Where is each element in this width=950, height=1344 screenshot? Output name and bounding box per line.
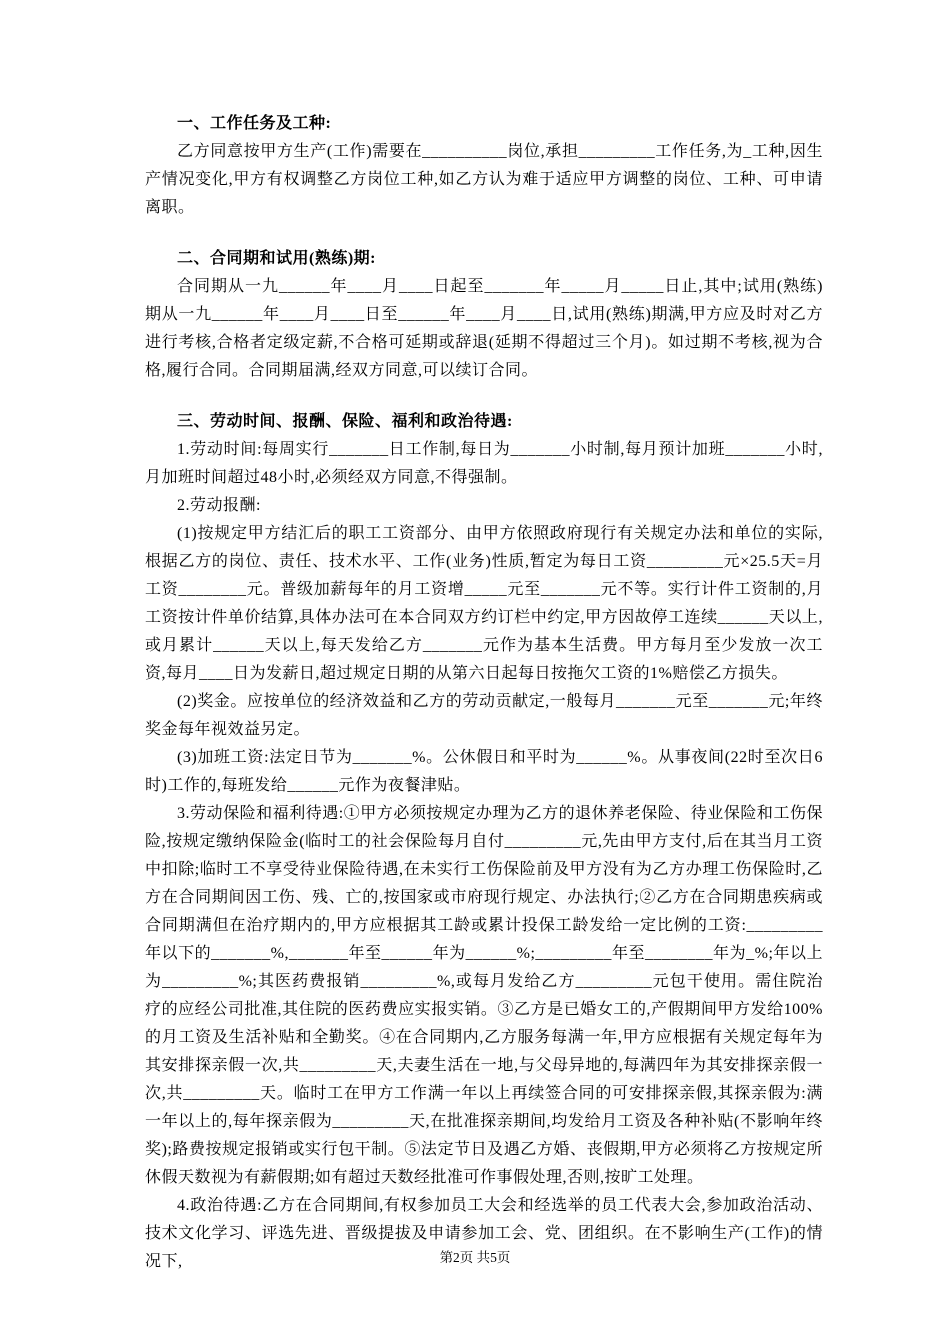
section-3-heading: 三、劳动时间、报酬、保险、福利和政治待遇:	[177, 413, 513, 430]
section-3-paragraph-political-treatment: 4.政治待遇:乙方在合同期间,有权参加员工大会和经选举的员工代表大会,参加政治活动、技术文化学习、评选先进、晋级提拔及申请参加工会、党、团组织。在不影响生产(工作)的情况下,	[145, 1197, 823, 1270]
section-2-paragraph: 合同期从一九______年____月____日起至_______年_____月_____日止,其中;试用(熟练)期从一九______年____月____日至______年____月____日,试用(熟练)期满,甲方应及时对乙方进行考核,合格者定级定薪,不合格可延期或辞退(延期不得超过三个月)。如过期不考核,视为合格,履行合同。合同期届满,经双方同意,可以续订合同。	[145, 278, 823, 379]
section-1-paragraph: 乙方同意按甲方生产(工作)需要在__________岗位,承担_________工作任务,为_工种,因生产情况变化,甲方有权调整乙方岗位工种,如乙方认为难于适应甲方调整的岗位、工种、可申请离职。	[145, 143, 823, 216]
contract-body	[145, 110, 823, 1276]
page-number-footer: 第2页 共5页	[439, 1250, 511, 1265]
section-3-paragraph-wage: (1)按规定甲方结汇后的职工工资部分、由甲方依照政府现行有关规定办法和单位的实际,根据乙方的岗位、责任、技术水平、工作(业务)性质,暂定为每日工资_________元×25.5天=月工资________元。普级加薪每年的月工资增_____元至_______元不等。实行计件工资制的,月工资按计件单价结算,具体办法可在本合同双方约订栏中约定,甲方因故停工连续______天以上,或月累计______天以上,每天发给乙方_______元作为基本生活费。甲方每月至少发放一次工资,每月____日为发薪日,超过规定日期的从第六日起每日按拖欠工资的1%赔偿乙方损失。	[145, 525, 823, 682]
section-3-paragraph-insurance-welfare: 3.劳动保险和福利待遇:①甲方必须按规定办理为乙方的退休养老保险、待业保险和工伤保险,按规定缴纳保险金(临时工的社会保险每月自付_________元,先由甲方支付,后在其当月工资中扣除;临时工不享受待业保险待遇,在未实行工伤保险前及甲方没有为乙方办理工伤保险时,乙方在合同期间因工伤、残、亡的,按国家或市府现行规定、办法执行;②乙方在合同期患疾病或合同期满但在治疗期内的,甲方应根据其工龄或累计投保工龄发给一定比例的工资:_________年以下的_______%,_______年至______年为______%;_________年至________年为_%;年以上为_________%;其医药费报销_________%,或每月发给乙方_________元包干使用。需住院治疗的应经公司批准,其住院的医药费应实报实销。③乙方是已婚女工的,产假期间甲方发给100%的月工资及生活补贴和全勤奖。④在合同期内,乙方服务每满一年,甲方应根据有关规定每年为其安排探亲假一次,共_________天,夫妻生活在一地,与父母异地的,每满四年为其安排探亲假一次,共_________天。临时工在甲方工作满一年以上再续签合同的可安排探亲假,其探亲假为:满一年以上的,每年探亲假为_________天,在批准探亲期间,均发给月工资及各种补贴(不影响年终奖);路费按规定报销或实行包干制。⑤法定节日及遇乙方婚、丧假期,甲方必须将乙方按规定所休假天数视为有薪假期;如有超过天数经批准可作事假处理,否则,按旷工处理。	[145, 805, 823, 1186]
section-1-heading: 一、工作任务及工种:	[177, 115, 332, 132]
section-3-paragraph-overtime-pay: (3)加班工资:法定日节为_______%。公休假日和平时为______%。从事夜间(22时至次日6时)工作的,每班发给______元作为夜餐津贴。	[145, 749, 823, 794]
section-2-heading: 二、合同期和试用(熟练)期:	[177, 250, 376, 267]
section-3-paragraph-pay-heading: 2.劳动报酬:	[177, 497, 261, 514]
section-3-paragraph-bonus: (2)奖金。应按单位的经济效益和乙方的劳动贡献定,一般每月_______元至_______元;年终奖金每年视效益另定。	[145, 693, 823, 738]
section-3-paragraph-work-hours: 1.劳动时间:每周实行_______日工作制,每日为_______小时制,每月预计加班_______小时,月加班时间超过48小时,必须经双方同意,不得强制。	[145, 441, 823, 486]
